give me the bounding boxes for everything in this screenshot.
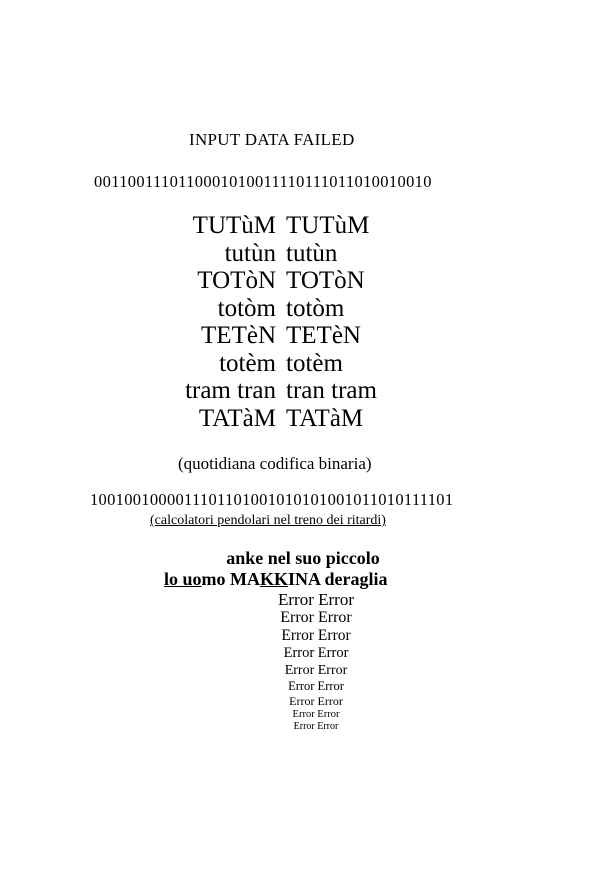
bold-line-part-underlined: lo uo (164, 569, 202, 589)
poem-left-word: TATàM (198, 404, 276, 432)
error-line: Error Error (289, 694, 343, 708)
poem-row (0, 240, 600, 268)
parenthetical-commuter-note: (calcolatori pendolari nel treno dei ritardi) (150, 513, 386, 528)
bold-line-part: mo MA (201, 569, 260, 589)
poem-left-word: TUTùM (192, 212, 276, 239)
poem-left-word: totèm (219, 349, 276, 377)
bold-line-machine (164, 569, 388, 590)
poem-row (0, 350, 600, 378)
bold-line-part-underlined: KK (260, 569, 289, 589)
poem-left-word: tutùn (224, 239, 276, 267)
bold-line-small: anke nel suo piccolo (226, 548, 380, 568)
binary-line-bottom: 1001001000011101101001010101001011010111101 (90, 490, 454, 509)
binary-line-top: 0011001110110001010011110111011010010010 (94, 172, 432, 191)
poem-right-word: tran tram (286, 377, 377, 404)
poem-left-word: totòm (217, 294, 276, 322)
poem-row (0, 322, 600, 350)
poem-right-word: TATàM (286, 404, 364, 432)
poem-right-word: totèm (286, 349, 343, 377)
poem-right-word: TOTòN (286, 267, 365, 294)
error-line: Error Error (278, 590, 354, 609)
poem-block (0, 212, 600, 432)
error-line: Error Error (288, 679, 344, 693)
error-line: Error Error (281, 627, 351, 644)
poem-left-word: tram tran (185, 377, 276, 404)
poem-right-word: TUTùM (286, 212, 370, 239)
poem-row (0, 267, 600, 295)
poem-right-word: totòm (286, 294, 345, 322)
poem-row (0, 405, 600, 433)
poem-row (0, 295, 600, 323)
poem-left-word: TOTòN (197, 267, 276, 294)
bold-line-part: INA deraglia (288, 569, 388, 589)
error-line: Error Error (292, 709, 340, 720)
page-title: INPUT DATA FAILED (189, 130, 355, 149)
error-line: Error Error (280, 609, 352, 626)
poem-right-word: TETèN (286, 322, 361, 349)
error-cascade (0, 590, 600, 733)
parenthetical-binary-note: (quotidiana codifica binaria) (178, 454, 372, 473)
error-line: Error Error (284, 663, 348, 678)
poem-row (0, 212, 600, 240)
error-line: Error Error (293, 721, 339, 732)
error-line: Error Error (283, 645, 349, 661)
poem-row (0, 377, 600, 405)
poem-right-word: tutùn (286, 239, 338, 267)
poem-left-word: TETèN (201, 322, 276, 349)
